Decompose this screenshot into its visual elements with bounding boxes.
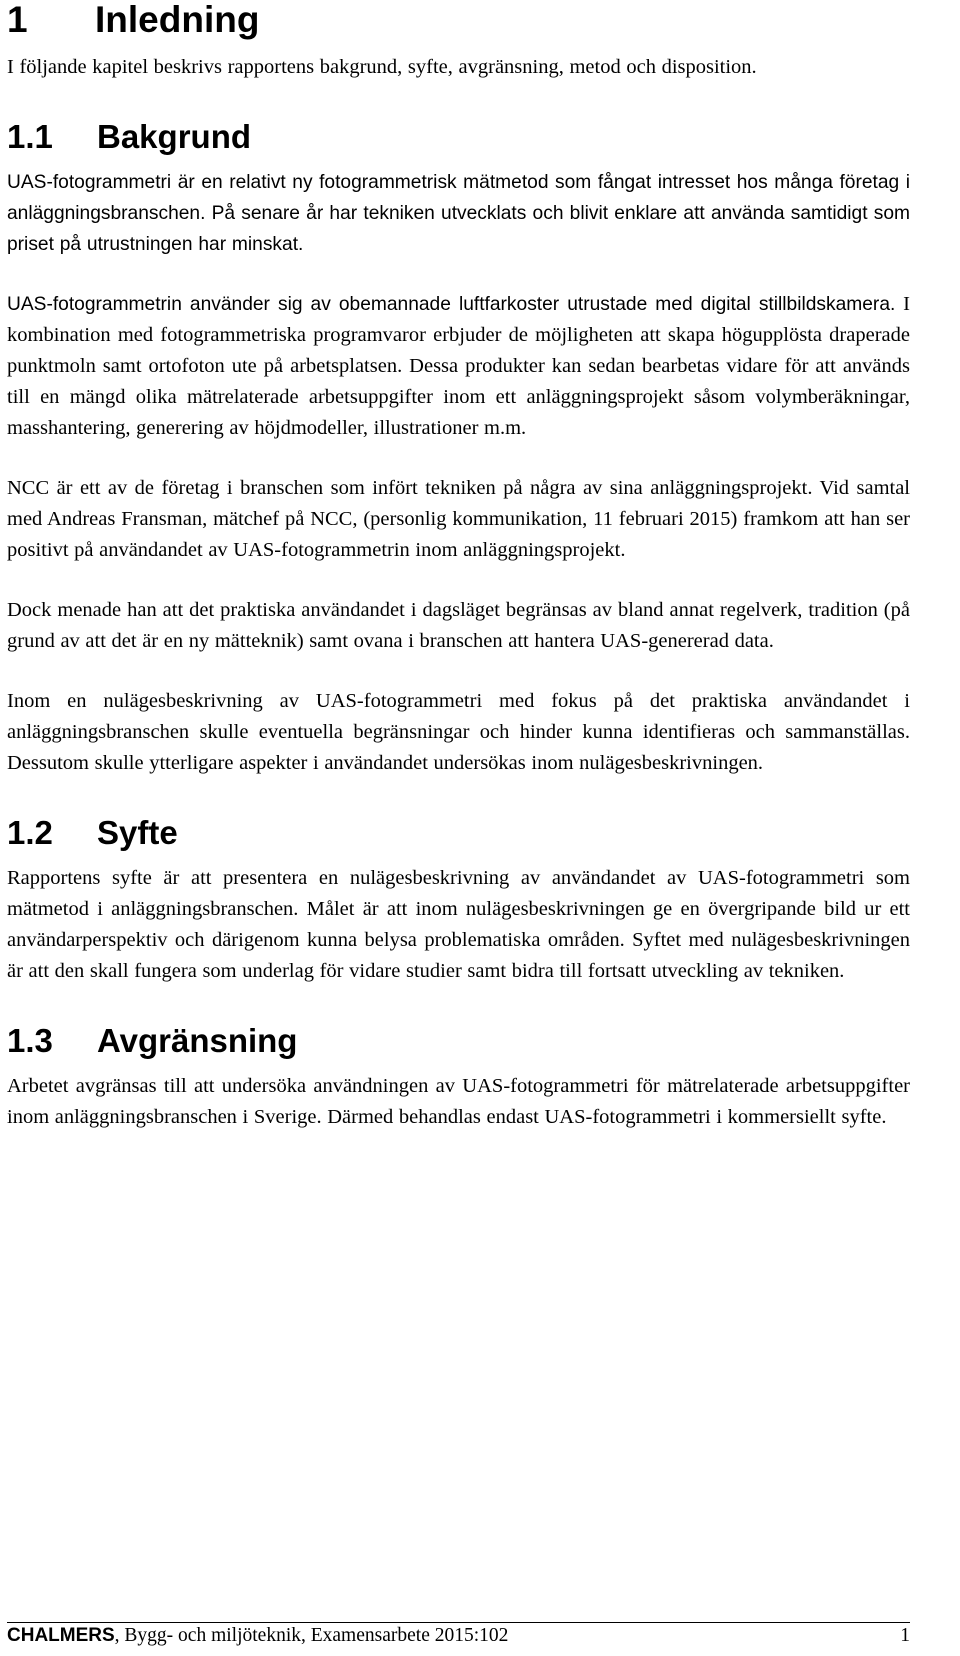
section-heading-bakgrund — [7, 117, 910, 157]
section-number: 1.2 — [7, 814, 53, 851]
serif-text-run: I kombination med fotogrammetriska programvaror erbjuder de möjligheten att skapa högupplösta draperade punktmoln samt ortofoton ute på arbetsplatsen. Dessa produkter kan sedan bearbetas vidare för att används till en mängd olika mätrelaterade arbetsuppgifter inom ett anläggningsprojekt såsom volymberäkningar, masshantering, generering av höjdmodeller, illustrationer m.m. — [7, 293, 910, 439]
sans-text-run: UAS-fotogrammetrin använder sig av obemannade luftfarkoster utrustade med digital stillbildskamera. — [7, 294, 896, 315]
chapter-intro: I följande kapitel beskrivs rapportens bakgrund, syfte, avgränsning, metod och disposition. — [7, 56, 757, 78]
serif-text-run: Arbetet avgränsas till att undersöka användningen av UAS-fotogrammetri för mätrelaterade arbetsuppgifter inom anläggningsbranschen i Sverige. Därmed behandlas endast UAS-fotogrammetri i kommersiellt syfte. — [7, 1075, 910, 1128]
section-heading-avgransning — [7, 1021, 910, 1061]
paragraph — [7, 1071, 910, 1133]
serif-text-run: NCC är ett av de företag i branschen som infört tekniken på några av sina anläggningsprojekt. Vid samtal med Andreas Fransman, mätchef på NCC, (personlig kommunikation, 11 februari 2015) framkom att han ser positivt på användandet av UAS-fotogrammetrin inom anläggningsprojekt. — [7, 477, 910, 561]
page-footer — [7, 1622, 910, 1649]
footer-text: , Bygg- och miljöteknik, Examensarbete 2015:102 — [114, 1625, 509, 1646]
paragraph — [7, 595, 910, 657]
footer-brand: CHALMERS — [7, 1625, 115, 1646]
section-heading-syfte — [7, 813, 910, 853]
page-content — [7, 0, 910, 1162]
paragraph — [7, 289, 910, 444]
paragraph — [7, 686, 910, 779]
section-title: Bakgrund — [97, 118, 252, 155]
page-number: 1 — [900, 1625, 910, 1646]
section-title: Avgränsning — [97, 1022, 298, 1059]
paragraph — [7, 167, 910, 260]
section-number: 1.1 — [7, 118, 53, 155]
section-number: 1.3 — [7, 1022, 53, 1059]
paragraph — [7, 473, 910, 566]
serif-text-run: Dock menade han att det praktiska användandet i dagsläget begränsas av bland annat regelverk, tradition (på grund av att det är en ny mätteknik) samt ovana i branschen att hantera UAS-genererad data. — [7, 599, 910, 652]
chapter-heading — [7, 0, 910, 40]
chapter-number: 1 — [7, 0, 28, 40]
serif-text-run: Inom en nulägesbeskrivning av UAS-fotogrammetri med fokus på det praktiska användandet i anläggningsbranschen skulle eventuella begränsningar och hinder kunna identifieras och sammanställas. Dessutom skulle ytterligare aspekter i användandet undersökas inom nulägesbeskrivningen. — [7, 690, 910, 774]
section-title: Syfte — [97, 814, 178, 851]
footer-left — [7, 1623, 508, 1649]
paragraph — [7, 863, 910, 987]
serif-text-run: Rapportens syfte är att presentera en nulägesbeskrivning av användandet av UAS-fotogrammetri som mätmetod i anläggningsbranschen. Målet är att inom nulägesbeskrivningen ge en övergripande bild ur ett användarperspektiv och därigenom kunna belysa problematiska områden. Syftet med nulägesbeskrivningen är att den skall fungera som underlag för vidare studier samt bidra till fortsatt utveckling av tekniken. — [7, 867, 910, 982]
chapter-title: Inledning — [95, 0, 260, 40]
sans-text-run: UAS-fotogrammetri är en relativt ny fotogrammetrisk mätmetod som fångat intresset hos många företag i anläggningsbranschen. På senare år har tekniken utvecklats och blivit enklare att använda samtidigt som priset på utrustningen har minskat. — [7, 172, 910, 255]
